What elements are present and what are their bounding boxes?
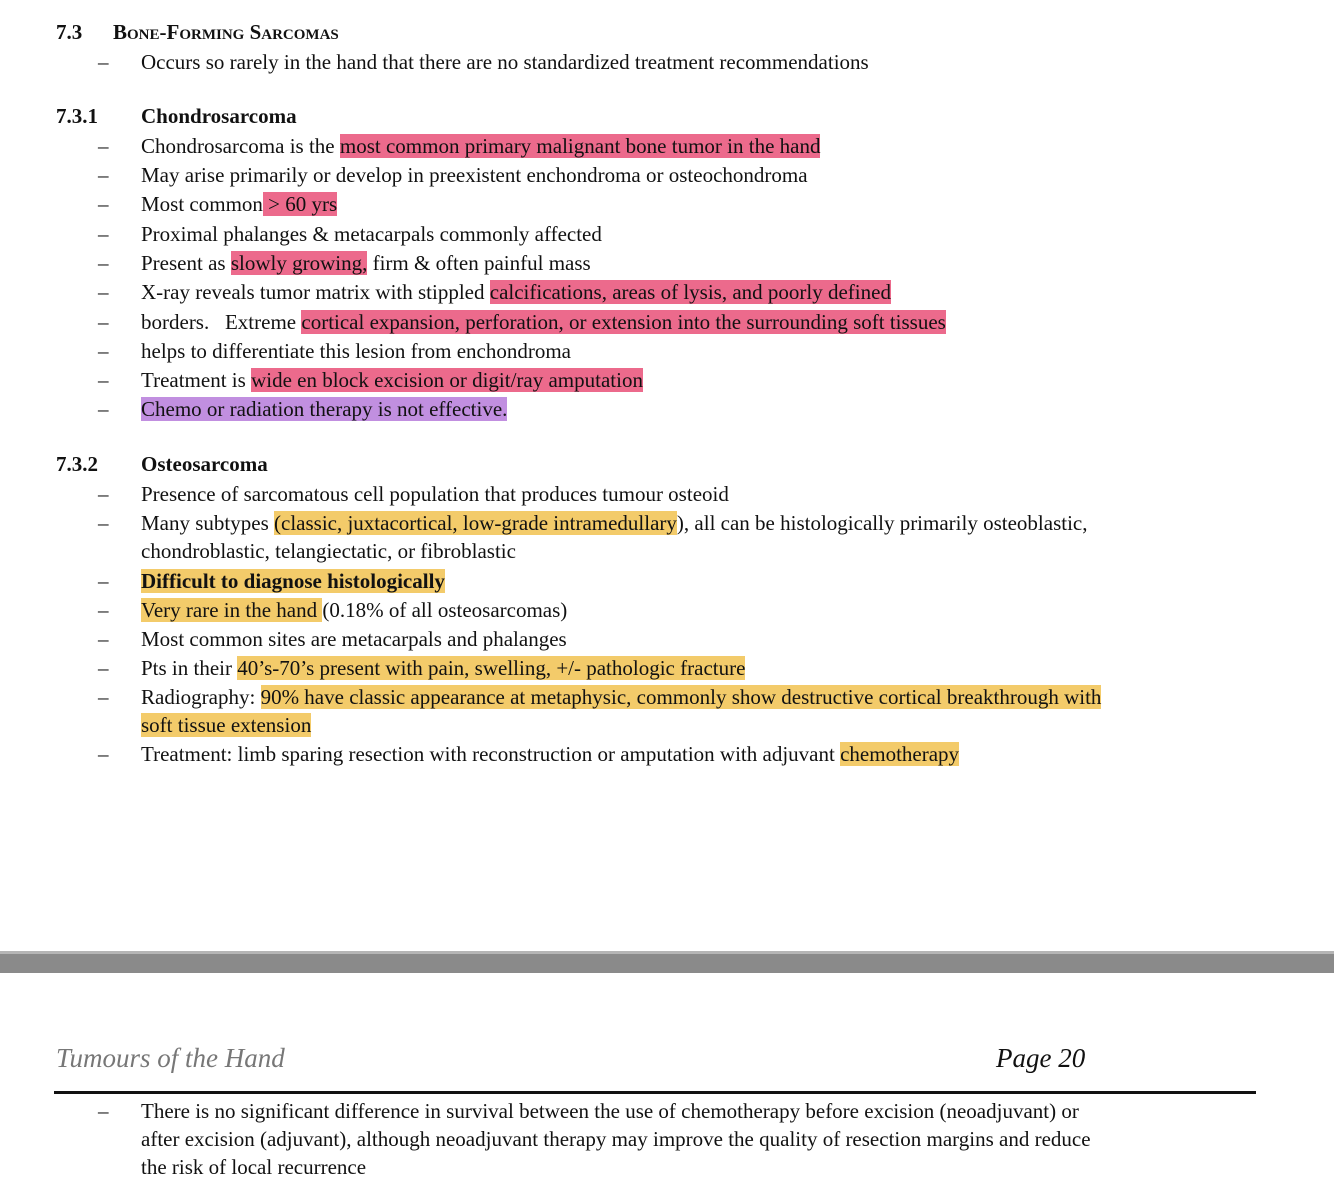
list-item: Very rare in the hand (0.18% of all osteosarcomas): [141, 598, 568, 622]
list-item: Treatment: limb sparing resection with reconstruction or amputation with adjuvant chemotherapy: [141, 742, 960, 766]
highlight: slowly growing,: [230, 251, 368, 275]
list-item-continuation: after excision (adjuvant), although neoadjuvant therapy may improve the quality of resection margins and reduce: [141, 1127, 1091, 1151]
list-item: There is no significant difference in survival between the use of chemotherapy before excision (neoadjuvant) or: [141, 1099, 1079, 1123]
footer-rule: [54, 1091, 1256, 1094]
list-item: X-ray reveals tumor matrix with stippled calcifications, areas of lysis, and poorly defined: [141, 280, 891, 304]
bullet-dash: –: [98, 685, 109, 709]
bullet-dash: –: [98, 397, 109, 421]
list-item: Pts in their 40’s-70’s present with pain, swelling, +/- pathologic fracture: [141, 656, 746, 680]
list-item: helps to differentiate this lesion from enchondroma: [141, 339, 571, 363]
bullet-dash: –: [98, 163, 109, 187]
highlight: > 60 yrs: [262, 192, 338, 216]
list-item: May arise primarily or develop in preexistent enchondroma or osteochondroma: [141, 163, 808, 187]
list-item: [141, 567, 445, 596]
page-number: Page 20: [996, 1043, 1086, 1073]
bullet-dash: –: [98, 280, 109, 304]
list-item-continuation: chondroblastic, telangiectatic, or fibroblastic: [141, 539, 516, 563]
highlight: 40’s-70’s present with pain, swelling, +/- pathologic fracture: [237, 656, 746, 680]
list-item: Treatment is wide en block excision or digit/ray amputation: [141, 368, 643, 392]
subsection-number: 7.3.1: [56, 104, 98, 128]
highlight: Difficult to diagnose histologically: [141, 569, 445, 593]
highlight: 90% have classic appearance at metaphysic, commonly show destructive cortical breakthrough with: [260, 685, 1102, 709]
highlight: chemotherapy: [840, 742, 960, 766]
highlight: wide en block excision or digit/ray amputation: [251, 368, 643, 392]
bullet-dash: –: [98, 1099, 109, 1123]
list-item-continuation: [141, 711, 311, 740]
highlight: Very rare in the hand: [141, 598, 323, 622]
bullet-dash: –: [98, 598, 109, 622]
bullet-dash: –: [98, 192, 109, 216]
subsection-title: Osteosarcoma: [141, 452, 268, 476]
bullet-dash: –: [98, 627, 109, 651]
bullet-dash: –: [98, 482, 109, 506]
bullet-dash: –: [98, 251, 109, 275]
bullet-dash: –: [98, 134, 109, 158]
list-item: Most common > 60 yrs: [141, 192, 338, 216]
bullet-dash: –: [98, 569, 109, 593]
page-gap-edge: [0, 951, 1334, 954]
bullet-dash: –: [98, 656, 109, 680]
bullet-dash: –: [98, 368, 109, 392]
highlight: Chemo or radiation therapy is not effective.: [141, 397, 508, 421]
bullet-dash: –: [98, 339, 109, 363]
highlight: (classic, juxtacortical, low-grade intramedullary: [274, 511, 677, 535]
section-bullet: Occurs so rarely in the hand that there are no standardized treatment recommendations: [141, 50, 869, 74]
highlight: calcifications, areas of lysis, and poorly defined: [489, 280, 891, 304]
list-item: Most common sites are metacarpals and phalanges: [141, 627, 567, 651]
highlight: soft tissue extension: [141, 713, 312, 737]
bullet-dash: –: [98, 222, 109, 246]
list-item: Many subtypes (classic, juxtacortical, low-grade intramedullary), all can be histologically primarily osteoblastic,: [141, 511, 1088, 535]
bullet-dash: –: [98, 50, 109, 74]
subsection-title: Chondrosarcoma: [141, 104, 297, 128]
subsection-number: 7.3.2: [56, 452, 98, 476]
list-item: Radiography: 90% have classic appearance at metaphysic, commonly show destructive cortical breakthrough with: [141, 685, 1102, 709]
page-gap: [0, 951, 1334, 973]
list-item: Present as slowly growing, firm & often painful mass: [141, 251, 591, 275]
list-item: borders. Extreme cortical expansion, perforation, or extension into the surrounding soft tissues: [141, 310, 946, 334]
section-title: Bone-Forming Sarcomas: [113, 20, 339, 44]
list-item: Presence of sarcomatous cell population that produces tumour osteoid: [141, 482, 729, 506]
list-item: Proximal phalanges & metacarpals commonly affected: [141, 222, 602, 246]
list-item: Chondrosarcoma is the most common primary malignant bone tumor in the hand: [141, 134, 821, 158]
bullet-dash: –: [98, 310, 109, 334]
highlight: most common primary malignant bone tumor in the hand: [339, 134, 821, 158]
list-item: [141, 395, 507, 424]
footer-title: Tumours of the Hand: [56, 1043, 285, 1073]
highlight: cortical expansion, perforation, or extension into the surrounding soft tissues: [301, 310, 946, 334]
bullet-dash: –: [98, 511, 109, 535]
list-item-continuation: the risk of local recurrence: [141, 1155, 367, 1179]
bullet-dash: –: [98, 742, 109, 766]
section-number: 7.3: [56, 20, 83, 44]
